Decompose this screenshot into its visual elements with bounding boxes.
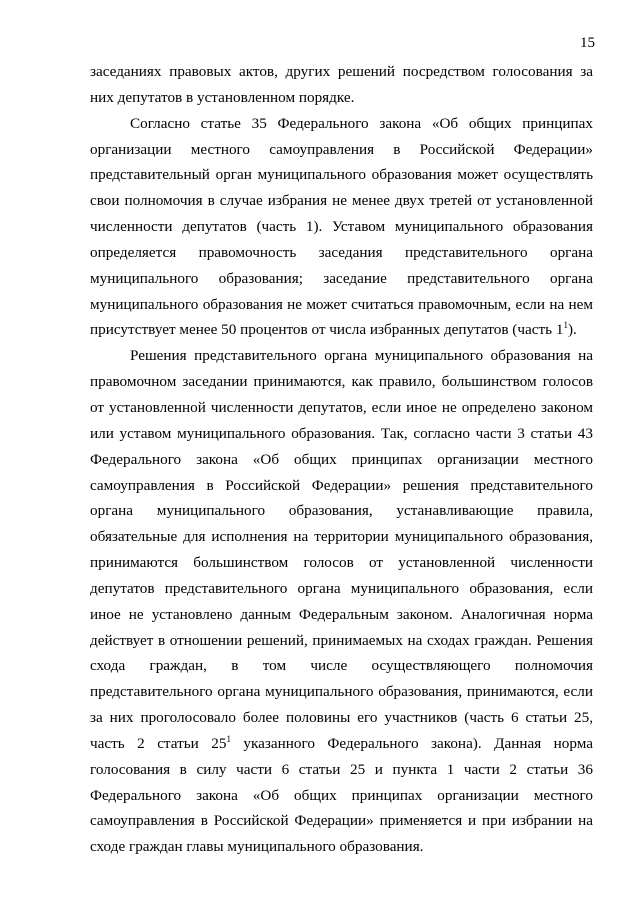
paragraph-article-35 (90, 111, 593, 344)
paragraph-text: Согласно статье 35 Федерального закона «Об общих принципах организации местного самоуправления в Российской Федерации» представительный орган муниципального образования может осуществлять свои полномочия в случае избрания не менее двух третей от установленной численности депутатов (часть 1). Уставом муниципального образования определяется правомочность заседания представительного органа муниципального образования; заседание представительного органа муниципального образования не может считаться правомочным, если на нем присутствует менее 50 процентов от числа избранных депутатов (часть 1 (90, 114, 593, 339)
superscript: 1 (226, 733, 231, 744)
paragraph-text-end: указанного Федерального закона). Данная норма голосования в силу части 6 статьи 25 и пункта 1 части 2 статьи 36 Федерального закона «Об общих принципах организации местного самоуправления в Российской Федерации» применяется и при избрании на сходе граждан главы муниципального образования. (90, 734, 593, 856)
document-body (90, 59, 593, 860)
paragraph-continuation (90, 59, 593, 111)
paragraph-text: заседаниях правовых актов, других решений посредством голосования за них депутатов в установленном порядке. (90, 63, 593, 106)
paragraph-text-end: ). (567, 321, 577, 339)
superscript: 1 (563, 320, 568, 331)
paragraph-decisions (90, 343, 593, 860)
page-number: 15 (580, 35, 595, 51)
paragraph-text: Решения представительного органа муниципального образования на правомочном заседании принимаются, как правило, большинством голосов от установленной численности депутатов, если иное не определено законом или уставом муниципального образования. Так, согласно части 3 статьи 43 Федерального закона «Об общих принципах организации местного самоуправления в Российской Федерации» решения представительного органа муниципального образования, устанавливающие правила, обязательные для исполнения на территории муниципального образования, принимаются большинством голосов от установленной численности депутатов представительного органа муниципального образования, если иное не установлено данным Федеральным законом. Аналогичная норма действует в отношении решений, принимаемых на сходах граждан. Решения схода граждан, в том числе осуществляющего полномочия представительного органа муниципального образования, принимаются, если за них проголосовало более половины его участников (часть 6 статьи 25, часть 2 статьи 25 (90, 347, 593, 752)
